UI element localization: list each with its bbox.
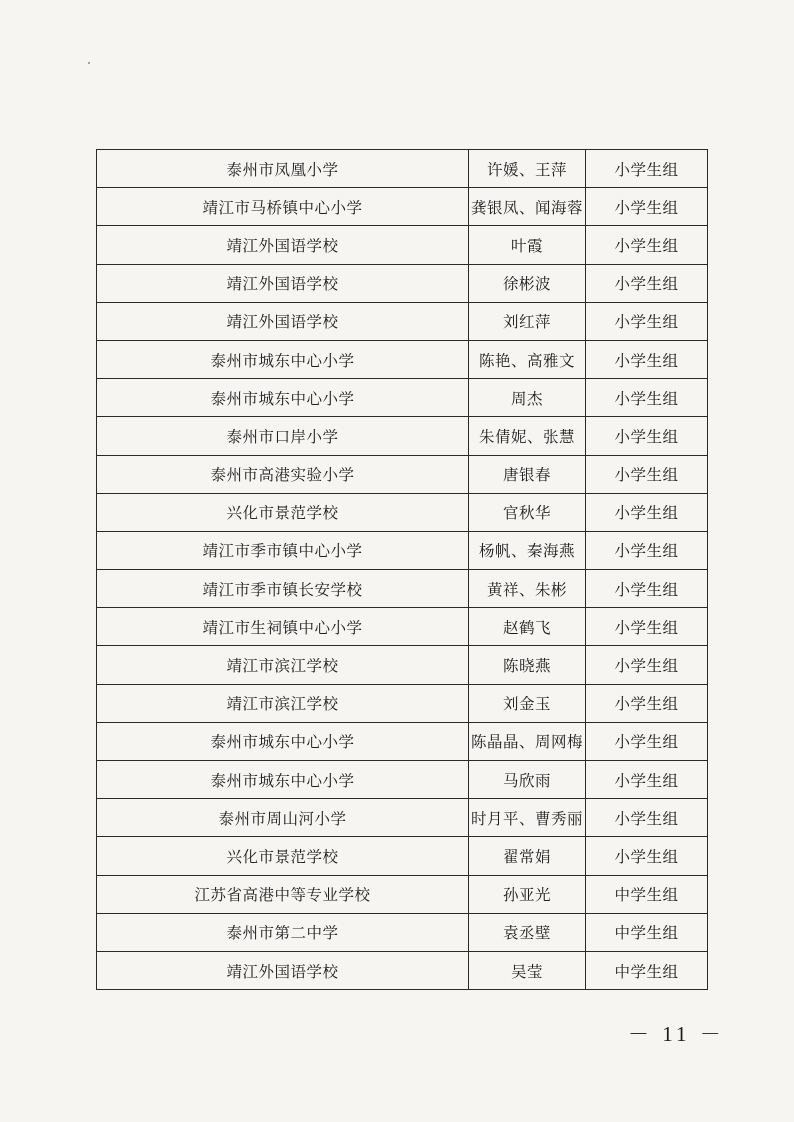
group-cell: 小学生组 [586, 570, 708, 608]
school-cell: 靖江市滨江学校 [97, 684, 469, 722]
group-cell: 小学生组 [586, 493, 708, 531]
table-row [97, 684, 708, 722]
table-row [97, 455, 708, 493]
group-cell: 小学生组 [586, 722, 708, 760]
table-row [97, 799, 708, 837]
school-cell: 兴化市景范学校 [97, 493, 469, 531]
group-cell: 小学生组 [586, 837, 708, 875]
group-cell: 小学生组 [586, 188, 708, 226]
group-cell: 小学生组 [586, 531, 708, 569]
group-cell: 小学生组 [586, 264, 708, 302]
names-cell: 徐彬波 [469, 264, 586, 302]
table-row [97, 188, 708, 226]
school-cell: 靖江市马桥镇中心小学 [97, 188, 469, 226]
table-row [97, 531, 708, 569]
group-cell: 小学生组 [586, 646, 708, 684]
table-row [97, 761, 708, 799]
table-row [97, 493, 708, 531]
table-row [97, 951, 708, 989]
school-cell: 泰州市城东中心小学 [97, 722, 469, 760]
table-row [97, 226, 708, 264]
scan-speck [88, 62, 90, 64]
group-cell: 小学生组 [586, 455, 708, 493]
group-cell: 中学生组 [586, 951, 708, 989]
table-row [97, 302, 708, 340]
group-cell: 小学生组 [586, 379, 708, 417]
names-cell: 许媛、王萍 [469, 150, 586, 188]
roster-table-body [97, 150, 708, 990]
school-cell: 靖江外国语学校 [97, 951, 469, 989]
names-cell: 赵鹤飞 [469, 608, 586, 646]
table-row [97, 875, 708, 913]
names-cell: 袁丞壁 [469, 913, 586, 951]
school-cell: 泰州市凤凰小学 [97, 150, 469, 188]
school-cell: 兴化市景范学校 [97, 837, 469, 875]
group-cell: 小学生组 [586, 340, 708, 378]
names-cell: 杨帆、秦海燕 [469, 531, 586, 569]
names-cell: 叶霞 [469, 226, 586, 264]
group-cell: 小学生组 [586, 226, 708, 264]
names-cell: 刘红萍 [469, 302, 586, 340]
school-cell: 靖江市滨江学校 [97, 646, 469, 684]
names-cell: 翟常娟 [469, 837, 586, 875]
group-cell: 小学生组 [586, 150, 708, 188]
names-cell: 时月平、曹秀丽 [469, 799, 586, 837]
names-cell: 吴莹 [469, 951, 586, 989]
names-cell: 刘金玉 [469, 684, 586, 722]
school-cell: 泰州市城东中心小学 [97, 761, 469, 799]
names-cell: 朱倩妮、张慧 [469, 417, 586, 455]
group-cell: 小学生组 [586, 684, 708, 722]
table-row [97, 417, 708, 455]
school-cell: 泰州市口岸小学 [97, 417, 469, 455]
table-row [97, 340, 708, 378]
table-row [97, 150, 708, 188]
school-cell: 靖江市季市镇长安学校 [97, 570, 469, 608]
school-cell: 泰州市高港实验小学 [97, 455, 469, 493]
names-cell: 陈晓燕 [469, 646, 586, 684]
school-cell: 靖江外国语学校 [97, 264, 469, 302]
group-cell: 小学生组 [586, 608, 708, 646]
names-cell: 龚银凤、闻海蓉 [469, 188, 586, 226]
names-cell: 官秋华 [469, 493, 586, 531]
table-row [97, 646, 708, 684]
names-cell: 陈艳、高雅文 [469, 340, 586, 378]
group-cell: 中学生组 [586, 875, 708, 913]
page-number: － 11 － [628, 1022, 725, 1046]
award-roster-table [96, 149, 708, 990]
names-cell: 黄祥、朱彬 [469, 570, 586, 608]
school-cell: 泰州市周山河小学 [97, 799, 469, 837]
school-cell: 靖江外国语学校 [97, 226, 469, 264]
names-cell: 马欣雨 [469, 761, 586, 799]
group-cell: 小学生组 [586, 417, 708, 455]
table-row [97, 264, 708, 302]
table-row [97, 722, 708, 760]
school-cell: 靖江市季市镇中心小学 [97, 531, 469, 569]
names-cell: 唐银春 [469, 455, 586, 493]
table-row [97, 913, 708, 951]
names-cell: 周杰 [469, 379, 586, 417]
table-row [97, 608, 708, 646]
group-cell: 小学生组 [586, 302, 708, 340]
table-row [97, 379, 708, 417]
school-cell: 江苏省高港中等专业学校 [97, 875, 469, 913]
group-cell: 中学生组 [586, 913, 708, 951]
school-cell: 泰州市城东中心小学 [97, 379, 469, 417]
group-cell: 小学生组 [586, 799, 708, 837]
school-cell: 靖江外国语学校 [97, 302, 469, 340]
group-cell: 小学生组 [586, 761, 708, 799]
school-cell: 泰州市第二中学 [97, 913, 469, 951]
table-row [97, 570, 708, 608]
school-cell: 靖江市生祠镇中心小学 [97, 608, 469, 646]
school-cell: 泰州市城东中心小学 [97, 340, 469, 378]
names-cell: 陈晶晶、周网梅 [469, 722, 586, 760]
names-cell: 孙亚光 [469, 875, 586, 913]
table-row [97, 837, 708, 875]
